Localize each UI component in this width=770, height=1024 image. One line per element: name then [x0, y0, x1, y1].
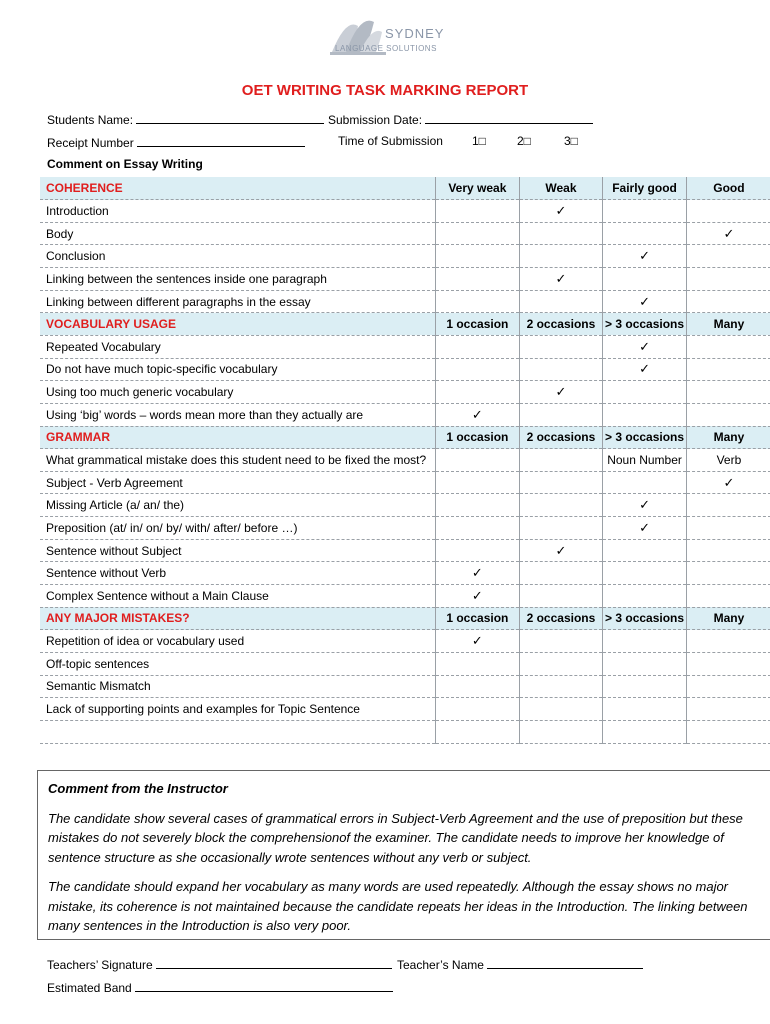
column-header: Good	[686, 177, 770, 200]
rating-cell[interactable]	[519, 630, 603, 653]
rating-cell[interactable]	[519, 471, 603, 494]
rating-cell[interactable]	[436, 652, 520, 675]
teachers-signature-line[interactable]	[156, 956, 392, 969]
rating-cell[interactable]	[436, 675, 520, 698]
row-label: Preposition (at/ in/ on/ by/ with/ after/ before …)	[40, 517, 436, 540]
column-header: > 3 occasions	[603, 313, 687, 336]
rating-cell[interactable]	[686, 358, 770, 381]
row-label: Conclusion	[40, 245, 436, 268]
time-of-submission-label: Time of Submission	[338, 134, 443, 148]
rating-cell[interactable]	[686, 585, 770, 608]
column-header: > 3 occasions	[603, 426, 687, 449]
rating-cell[interactable]	[603, 630, 687, 653]
rating-cell[interactable]	[686, 268, 770, 291]
row-label: Semantic Mismatch	[40, 675, 436, 698]
check-mark-cell[interactable]: ✓	[603, 335, 687, 358]
instructor-comment-para2: The candidate should expand her vocabulary as many words are used repeatedly. Although the essay shows no major mistake, its coherence is not maintained because the candidate repeats her ideas in the Introduction. The linking between many sentences in the Introduction is also very poor.	[48, 879, 748, 933]
rating-cell[interactable]	[519, 335, 603, 358]
section-title: GRAMMAR	[40, 426, 436, 449]
row-label: Repeated Vocabulary	[40, 335, 436, 358]
rating-cell[interactable]	[519, 517, 603, 540]
check-mark-cell[interactable]: ✓	[519, 268, 603, 291]
rating-cell[interactable]	[519, 222, 603, 245]
estimated-band-line[interactable]	[135, 979, 393, 992]
table-row	[40, 698, 770, 721]
submission-date-line[interactable]	[425, 111, 593, 124]
teachers-name-line[interactable]	[487, 956, 643, 969]
rating-cell[interactable]	[436, 245, 520, 268]
check-mark-cell[interactable]: ✓	[519, 200, 603, 223]
rating-cell[interactable]	[603, 268, 687, 291]
row-label: Using ‘big’ words – words mean more than they actually are	[40, 403, 436, 426]
rating-cell[interactable]	[519, 245, 603, 268]
table-row	[40, 290, 770, 313]
row-label: Introduction	[40, 200, 436, 223]
rating-cell[interactable]	[436, 358, 520, 381]
time-option-1[interactable]: 1□	[472, 134, 486, 148]
students-name-line[interactable]	[136, 111, 324, 124]
rating-cell[interactable]	[603, 720, 687, 743]
rating-cell[interactable]	[686, 539, 770, 562]
check-mark-cell[interactable]: ✓	[603, 245, 687, 268]
row-label: Complex Sentence without a Main Clause	[40, 585, 436, 608]
table-row	[40, 675, 770, 698]
rating-cell[interactable]	[519, 449, 603, 472]
rating-cell[interactable]	[603, 200, 687, 223]
rating-cell[interactable]	[686, 698, 770, 721]
row-label: Do not have much topic-specific vocabulary	[40, 358, 436, 381]
row-label: Linking between the sentences inside one paragraph	[40, 268, 436, 291]
instructor-comment-para1: The candidate show several cases of grammatical errors in Subject-Verb Agreement and the use of preposition but these mistakes do not severely block the comprehensionof the examiner. The candidate needs to improve her knowledge of sentence structure as she occasionally wrote sentences without any verb or subject.	[48, 810, 743, 865]
rating-cell[interactable]: Verb	[686, 449, 770, 472]
check-mark-cell[interactable]: ✓	[603, 358, 687, 381]
rating-cell[interactable]	[436, 200, 520, 223]
receipt-number-line[interactable]	[137, 134, 305, 147]
rating-cell[interactable]	[686, 245, 770, 268]
rating-cell[interactable]	[686, 720, 770, 743]
page-title: OET WRITING TASK MARKING REPORT	[241, 82, 529, 99]
rating-cell[interactable]	[603, 585, 687, 608]
table-row	[40, 358, 770, 381]
submission-date-field[interactable]	[328, 111, 593, 127]
rating-cell[interactable]	[686, 290, 770, 313]
column-header: Weak	[519, 177, 603, 200]
table-row	[40, 494, 770, 517]
teachers-signature-label: Teachers’ Signature	[47, 958, 153, 972]
column-header: 2 occasions	[519, 313, 603, 336]
rating-cell[interactable]	[519, 403, 603, 426]
column-header: 1 occasion	[436, 313, 520, 336]
row-label: Body	[40, 222, 436, 245]
rating-cell[interactable]	[686, 630, 770, 653]
rating-cell[interactable]	[519, 562, 603, 585]
table-row	[40, 539, 770, 562]
rating-cell[interactable]	[519, 290, 603, 313]
rating-cell[interactable]	[436, 381, 520, 404]
rating-cell[interactable]	[603, 562, 687, 585]
rating-cell[interactable]	[686, 494, 770, 517]
row-label: Repetition of idea or vocabulary used	[40, 630, 436, 653]
rating-cell[interactable]	[686, 517, 770, 540]
check-mark-cell[interactable]: ✓	[519, 539, 603, 562]
column-header: Many	[686, 313, 770, 336]
check-mark-cell[interactable]: ✓	[436, 630, 520, 653]
rating-cell[interactable]	[519, 652, 603, 675]
rating-cell[interactable]	[436, 290, 520, 313]
row-label: Sentence without Verb	[40, 562, 436, 585]
column-header: 1 occasion	[436, 607, 520, 630]
row-label: Using too much generic vocabulary	[40, 381, 436, 404]
column-header: Many	[686, 607, 770, 630]
teachers-name-label: Teacher’s Name	[397, 958, 484, 972]
rating-cell[interactable]	[603, 381, 687, 404]
column-header: Very weak	[436, 177, 520, 200]
submission-date-label: Submission Date:	[328, 113, 423, 127]
table-row	[40, 381, 770, 404]
receipt-number-label: Receipt Number	[47, 136, 134, 150]
check-mark-cell[interactable]: ✓	[436, 585, 520, 608]
rating-cell[interactable]	[436, 471, 520, 494]
table-row	[40, 630, 770, 653]
table-row	[40, 403, 770, 426]
table-row	[40, 720, 770, 743]
logo-line1: SYDNEY	[385, 26, 445, 41]
section-header-row	[40, 426, 770, 449]
receipt-number-field[interactable]	[47, 134, 305, 150]
rating-cell[interactable]	[603, 652, 687, 675]
row-label: Linking between different paragraphs in the essay	[40, 290, 436, 313]
rating-cell[interactable]	[519, 494, 603, 517]
instructor-comment-box	[37, 770, 770, 940]
column-header: Many	[686, 426, 770, 449]
rating-cell[interactable]	[436, 494, 520, 517]
check-mark-cell[interactable]: ✓	[436, 403, 520, 426]
rating-cell[interactable]	[436, 698, 520, 721]
column-header: > 3 occasions	[603, 607, 687, 630]
rating-cell[interactable]	[603, 403, 687, 426]
section-header-row	[40, 607, 770, 630]
rating-cell[interactable]	[436, 222, 520, 245]
time-option-3[interactable]: 3□	[564, 134, 578, 148]
check-mark-cell[interactable]: ✓	[436, 562, 520, 585]
time-option-2[interactable]: 2□	[517, 134, 531, 148]
rating-cell[interactable]	[436, 449, 520, 472]
column-header: 2 occasions	[519, 426, 603, 449]
column-header: Fairly good	[603, 177, 687, 200]
check-mark-cell[interactable]: ✓	[603, 494, 687, 517]
rating-cell[interactable]	[686, 200, 770, 223]
comment-heading: Comment on Essay Writing	[47, 157, 203, 171]
row-label: Off-topic sentences	[40, 652, 436, 675]
rating-cell[interactable]	[436, 517, 520, 540]
table-row	[40, 562, 770, 585]
teachers-signature-field[interactable]	[47, 956, 392, 972]
check-mark-cell[interactable]: ✓	[686, 471, 770, 494]
check-mark-cell[interactable]: ✓	[519, 381, 603, 404]
section-title: COHERENCE	[40, 177, 436, 200]
row-label: What grammatical mistake does this student need to be fixed the most?	[40, 449, 436, 472]
row-label: Missing Article (a/ an/ the)	[40, 494, 436, 517]
table-row	[40, 268, 770, 291]
table-row	[40, 585, 770, 608]
row-label: Lack of supporting points and examples for Topic Sentence	[40, 698, 436, 721]
table-row	[40, 652, 770, 675]
marking-table	[40, 177, 770, 744]
section-title: ANY MAJOR MISTAKES?	[40, 607, 436, 630]
rating-cell[interactable]	[519, 698, 603, 721]
rating-cell[interactable]	[436, 720, 520, 743]
check-mark-cell[interactable]: ✓	[686, 222, 770, 245]
column-header: 1 occasion	[436, 426, 520, 449]
instructor-comment-heading: Comment from the Instructor	[48, 781, 228, 796]
row-label	[40, 720, 436, 743]
rating-cell[interactable]	[686, 675, 770, 698]
logo-line2: LANGUAGE SOLUTIONS	[335, 44, 437, 53]
column-header: 2 occasions	[519, 607, 603, 630]
rating-cell[interactable]	[519, 720, 603, 743]
rating-cell[interactable]	[436, 335, 520, 358]
rating-cell[interactable]	[519, 675, 603, 698]
students-name-label: Students Name:	[47, 113, 134, 127]
rating-cell[interactable]	[686, 381, 770, 404]
rating-cell[interactable]	[519, 585, 603, 608]
table-row	[40, 517, 770, 540]
rating-cell[interactable]	[519, 358, 603, 381]
rating-cell[interactable]: Noun Number	[603, 449, 687, 472]
table-row	[40, 245, 770, 268]
table-row	[40, 222, 770, 245]
students-name-field[interactable]	[47, 111, 324, 127]
rating-cell[interactable]	[603, 222, 687, 245]
rating-cell[interactable]	[603, 539, 687, 562]
table-row	[40, 335, 770, 358]
rating-cell[interactable]	[686, 403, 770, 426]
table-row	[40, 200, 770, 223]
rating-cell[interactable]	[686, 562, 770, 585]
estimated-band-field[interactable]	[47, 979, 393, 995]
teachers-name-field[interactable]	[397, 956, 643, 972]
section-header-row	[40, 313, 770, 336]
rating-cell[interactable]	[603, 698, 687, 721]
check-mark-cell[interactable]: ✓	[603, 290, 687, 313]
check-mark-cell[interactable]: ✓	[603, 517, 687, 540]
estimated-band-label: Estimated Band	[47, 981, 132, 995]
rating-cell[interactable]	[603, 675, 687, 698]
rating-cell[interactable]	[686, 335, 770, 358]
table-row	[40, 449, 770, 472]
section-header-row	[40, 177, 770, 200]
rating-cell[interactable]	[603, 471, 687, 494]
rating-cell[interactable]	[436, 268, 520, 291]
row-label: Subject - Verb Agreement	[40, 471, 436, 494]
rating-cell[interactable]	[436, 539, 520, 562]
table-row	[40, 471, 770, 494]
row-label: Sentence without Subject	[40, 539, 436, 562]
section-title: VOCABULARY USAGE	[40, 313, 436, 336]
rating-cell[interactable]	[686, 652, 770, 675]
